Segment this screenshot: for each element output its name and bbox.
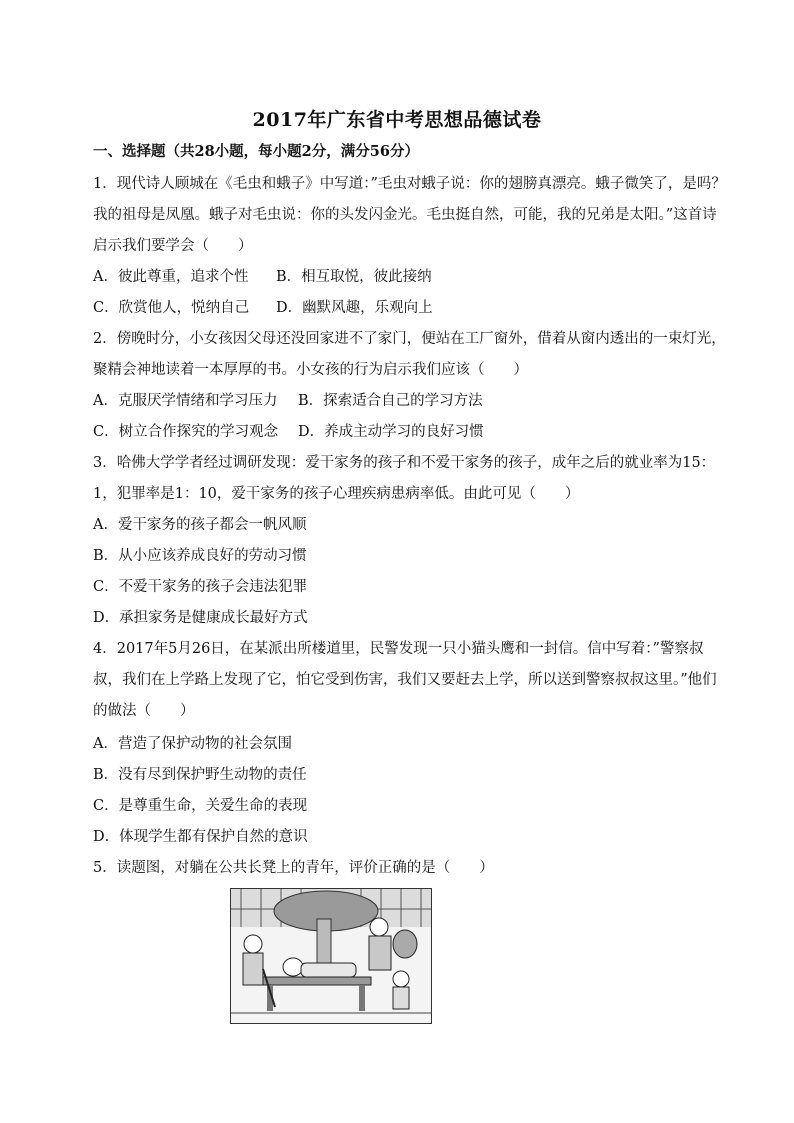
q3-option-d: D．承担家务是健康成长最好方式 — [93, 610, 308, 626]
page-title: 2017年广东省中考思想品德试卷 — [252, 109, 542, 131]
q4-option-c: C．是尊重生命，关爱生命的表现 — [93, 798, 308, 814]
q4-option-d: D．体现学生都有保护自然的意识 — [93, 829, 308, 845]
cartoon-illustration-icon — [230, 888, 432, 1024]
q3-option-c: C．不爱干家务的孩子会违法犯罪 — [93, 579, 308, 595]
q4-option-a: A．营造了保护动物的社会氛围 — [93, 736, 292, 752]
q2-line-2: 聚精会神地读着一本厚厚的书。小女孩的行为启示我们应该（ ） — [93, 362, 528, 378]
q1-line-1: 1．现代诗人顾城在《毛虫和蛾子》中写道：”毛虫对蛾子说：你的翅膀真漂亮。蛾子微笑了，是吗？ — [93, 176, 726, 192]
q4-line-2: 叔，我们在上学路上发现了它，怕它受到伤害，我们又要赶去上学，所以送到警察叔叔这里。”他们 — [93, 672, 717, 688]
q3-option-b: B．从小应该养成良好的劳动习惯 — [93, 548, 307, 564]
section-heading: 一、选择题（共28小题，每小题2分，满分56分） — [93, 143, 419, 160]
q2-line-1: 2．傍晚时分，小女孩因父母还没回家进不了家门，便站在工厂窗外，借着从窗内透出的一束灯光， — [93, 331, 726, 347]
q1-line-2: 我的祖母是凤凰。蛾子对毛虫说：你的头发闪金光。毛虫挺自然，可能，我的兄弟是太阳。”这首诗 — [93, 207, 717, 223]
q1-option-a: A．彼此尊重，追求个性 — [93, 269, 249, 285]
q2-option-c: C．树立合作探究的学习观念 — [93, 424, 279, 440]
q3-line-2: 1，犯罪率是1：10，爱干家务的孩子心理疾病患病率低。由此可见（ ） — [93, 486, 580, 502]
q1-option-b: B．相互取悦，彼此接纳 — [276, 269, 432, 285]
q4-line-1: 4．2017年5月26日，在某派出所楼道里，民警发现一只小猫头鹰和一封信。信中写着：”警察叔 — [93, 641, 704, 657]
q3-line-1: 3．哈佛大学学者经过调研发现：爱干家务的孩子和不爱干家务的孩子，成年之后的就业率为15： — [93, 455, 716, 471]
q1-option-c: C．欣赏他人，悦纳自己 — [93, 300, 250, 316]
q5-line-1: 5．读题图，对躺在公共长凳上的青年，评价正确的是（ ） — [93, 860, 494, 876]
q1-line-3: 启示我们要学会（ ） — [93, 238, 253, 254]
q3-option-a: A．爱干家务的孩子都会一帆风顺 — [93, 517, 307, 533]
q4-option-b: B．没有尽到保护野生动物的责任 — [93, 767, 307, 783]
q2-option-b: B．探索适合自己的学习方法 — [298, 393, 483, 409]
q1-option-d: D．幽默风趣，乐观向上 — [276, 300, 433, 316]
q2-option-a: A．克服厌学情绪和学习压力 — [93, 393, 278, 409]
q2-option-d: D．养成主动学习的良好习惯 — [298, 424, 484, 440]
q4-line-3: 的做法（ ） — [93, 703, 195, 719]
